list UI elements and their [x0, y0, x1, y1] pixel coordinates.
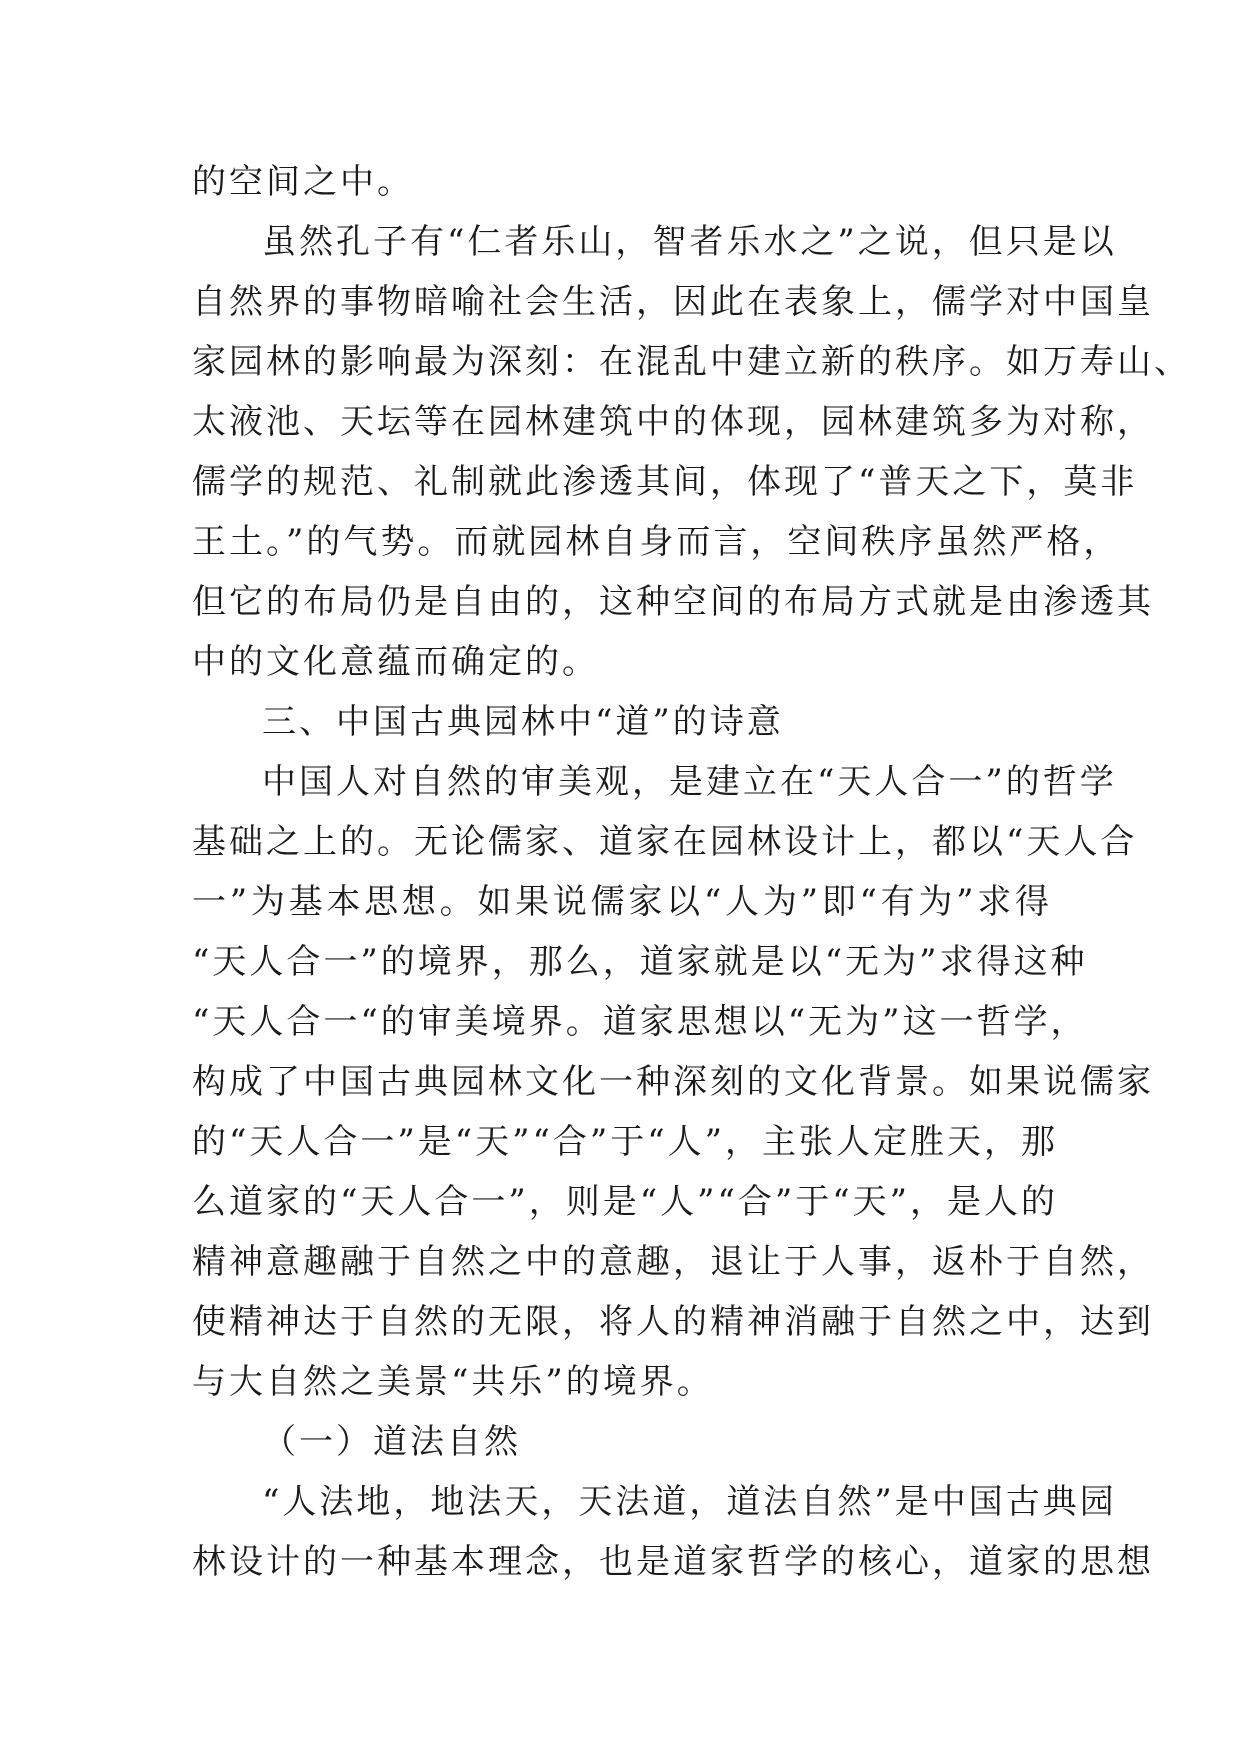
- text-line: 使精神达于自然的无限，将人的精神消融于自然之中，达到: [192, 1302, 1154, 1342]
- section-heading: 三、中国古典园林中“道”的诗意: [262, 702, 784, 742]
- body-text: [192, 152, 1191, 1592]
- text-line: 构成了中国古典园林文化一种深刻的文化背景。如果说儒家: [192, 1062, 1154, 1102]
- text-line: 基础之上的。无论儒家、道家在园林设计上，都以“天人合: [192, 822, 1138, 862]
- text-line: 么道家的“天人合一”，则是“人”“合”于“天”，是人的: [192, 1182, 1059, 1222]
- text-line: “人法地，地法天，天法道，道法自然”是中国古典园: [262, 1482, 1117, 1522]
- text-line: 精神意趣融于自然之中的意趣，退让于人事，返朴于自然，: [192, 1242, 1154, 1282]
- text-line: 但它的布局仍是自由的，这种空间的布局方式就是由渗透其: [192, 582, 1154, 622]
- subsection-heading: （一）道法自然: [262, 1422, 521, 1462]
- text-line: “天人合一”的境界，那么，道家就是以“无为”求得这种: [192, 942, 1088, 982]
- text-line: 虽然孔子有“仁者乐山，智者乐水之”之说，但只是以: [262, 222, 1117, 262]
- text-line: 家园林的影响最为深刻：在混乱中建立新的秩序。如万寿山、: [192, 342, 1191, 382]
- text-line: 中的文化意蕴而确定的。: [192, 642, 599, 682]
- text-line: 中国人对自然的审美观，是建立在“天人合一”的哲学: [262, 762, 1117, 802]
- text-line: 太液池、天坛等在园林建筑中的体现，园林建筑多为对称，: [192, 402, 1154, 442]
- text-line: 儒学的规范、礼制就此渗透其间，体现了“普天之下，莫非: [192, 462, 1138, 502]
- text-line: 的空间之中。: [192, 162, 414, 202]
- text-line: 自然界的事物暗喻社会生活，因此在表象上，儒学对中国皇: [192, 282, 1154, 322]
- text-line: 林设计的一种基本理念，也是道家哲学的核心，道家的思想: [192, 1542, 1154, 1582]
- text-line: 的“天人合一”是“天”“合”于“人”，主张人定胜天，那: [192, 1122, 1059, 1162]
- text-line: 与大自然之美景“共乐”的境界。: [192, 1362, 714, 1402]
- text-line: 一”为基本思想。如果说儒家以“人为”即“有为”求得: [192, 882, 1052, 922]
- text-line: 王土。”的气势。而就园林自身而言，空间秩序虽然严格，: [192, 522, 1121, 562]
- text-line: “天人合一“的审美境界。道家思想以“无为”这一哲学，: [192, 1002, 1088, 1042]
